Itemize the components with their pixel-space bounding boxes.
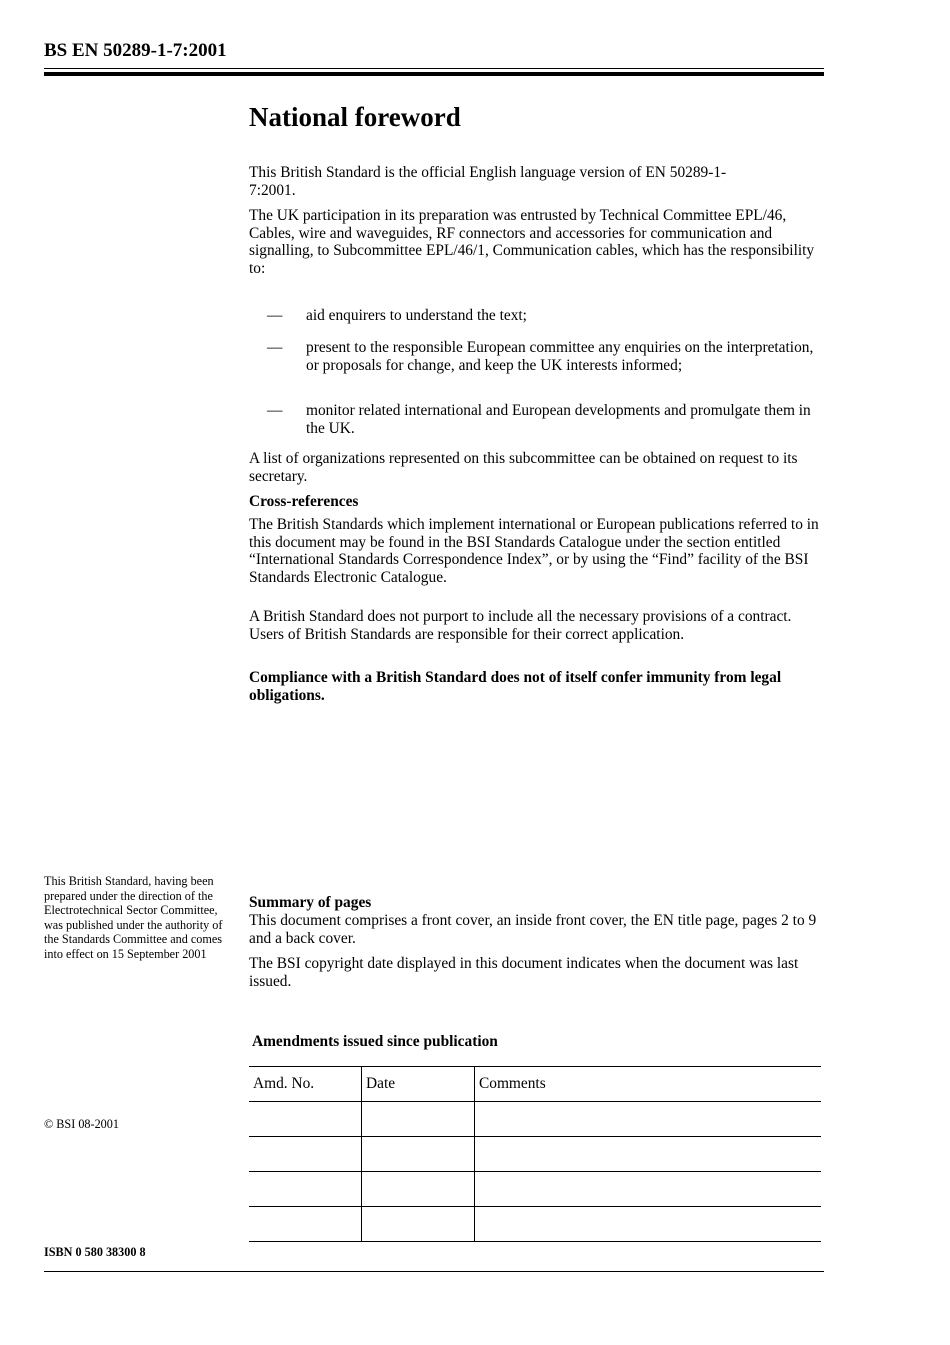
table-cell bbox=[362, 1137, 475, 1172]
list-item-text: present to the responsible European committee any enquiries on the interpretation, or proposals for change, and keep the UK interests informed; bbox=[306, 339, 814, 374]
prepared-note: This British Standard, having been prepared under the direction of the Electrotechnical Sector Committee, was published under the authority of the Standards Committee and comes into effect on 15 September 2001 bbox=[44, 874, 223, 961]
column-header-amd-no: Amd. No. bbox=[249, 1067, 362, 1102]
header-rule-thin bbox=[44, 68, 824, 69]
bullet-dash: — bbox=[267, 402, 283, 419]
list-item bbox=[249, 307, 822, 325]
table-cell bbox=[249, 1137, 362, 1172]
table-cell bbox=[475, 1102, 822, 1137]
copyright-note: The BSI copyright date displayed in this document indicates when the document was last issued. bbox=[249, 955, 799, 990]
table-cell bbox=[249, 1207, 362, 1242]
list-item-text: monitor related international and European developments and promulgate them in the UK. bbox=[306, 402, 811, 437]
page-title: National foreword bbox=[249, 102, 461, 132]
provisions-paragraph: A British Standard does not purport to include all the necessary provisions of a contract. Users of British Standards are responsible for their correct application. bbox=[249, 608, 792, 643]
table-row bbox=[249, 1207, 821, 1242]
footer-rule bbox=[44, 1271, 824, 1272]
summary-heading: Summary of pages bbox=[249, 894, 372, 911]
crossref-heading: Cross-references bbox=[249, 493, 359, 510]
amendments-heading: Amendments issued since publication bbox=[252, 1033, 498, 1050]
crossref-paragraph: The British Standards which implement international or European publications referred to in this document may be found in the BSI Standards Catalogue under the section entitled “International Standards Correspondence Index”, or by using the “Find” facility of the BSI Standards Electronic Catalogue. bbox=[249, 516, 819, 586]
column-header-comments: Comments bbox=[475, 1067, 822, 1102]
table-cell bbox=[475, 1172, 822, 1207]
column-header-date: Date bbox=[362, 1067, 475, 1102]
table-cell bbox=[249, 1172, 362, 1207]
organizations-paragraph: A list of organizations represented on this subcommittee can be obtained on request to its secretary. bbox=[249, 450, 798, 485]
compliance-statement: Compliance with a British Standard does not of itself confer immunity from legal obligations. bbox=[249, 669, 782, 704]
list-item bbox=[249, 339, 822, 374]
bsi-copyright: © BSI 08-2001 bbox=[44, 1117, 119, 1131]
header-rule-thick bbox=[44, 72, 824, 76]
table-row bbox=[249, 1102, 821, 1137]
list-item bbox=[249, 402, 822, 437]
table-cell bbox=[362, 1172, 475, 1207]
summary-paragraph: This document comprises a front cover, an inside front cover, the EN title page, pages 2 to 9 and a back cover. bbox=[249, 912, 817, 947]
document-id: BS EN 50289-1-7:2001 bbox=[44, 40, 227, 61]
table-row bbox=[249, 1137, 821, 1172]
bullet-dash: — bbox=[267, 339, 283, 356]
table-cell bbox=[362, 1102, 475, 1137]
table-cell bbox=[475, 1137, 822, 1172]
table-header-row bbox=[249, 1067, 821, 1102]
list-item-text: aid enquirers to understand the text; bbox=[306, 307, 527, 324]
table-row bbox=[249, 1172, 821, 1207]
amendments-table bbox=[249, 1066, 821, 1242]
table-cell bbox=[475, 1207, 822, 1242]
table-cell bbox=[249, 1102, 362, 1137]
bullet-dash: — bbox=[267, 307, 283, 324]
participation-paragraph: The UK participation in its preparation was entrusted by Technical Committee EPL/46, Cables, wire and waveguides, RF connectors and accessories for communication and signalling, to Subcommittee EPL/46/1, Communication cables, which has the responsibility to: bbox=[249, 207, 815, 277]
intro-paragraph: This British Standard is the official English language version of EN 50289-1-7:2001. bbox=[249, 164, 727, 199]
table-cell bbox=[362, 1207, 475, 1242]
isbn: ISBN 0 580 38300 8 bbox=[44, 1245, 146, 1259]
